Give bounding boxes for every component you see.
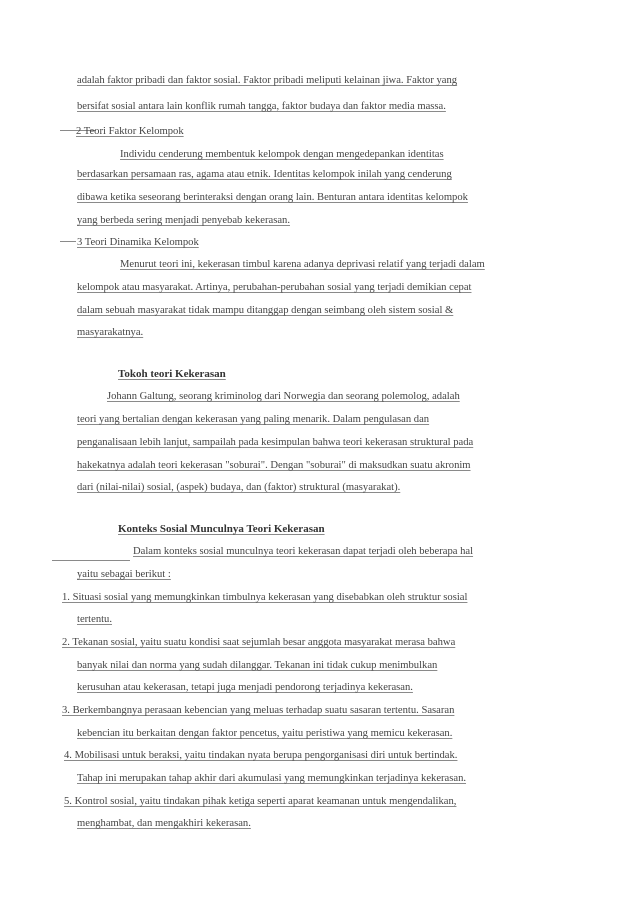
text-line: Menurut teori ini, kekerasan timbul karena adanya deprivasi relatif yang terjadi dalam <box>120 259 485 270</box>
text-line: tertentu. <box>77 614 113 625</box>
list-item-heading: 3 Teori Dinamika Kelompok <box>77 237 199 248</box>
leading-rule <box>60 241 76 242</box>
list-item: 3. Berkembangnya perasaan kebencian yang meluas terhadap suatu sasaran tertentu. Sasaran <box>62 705 455 716</box>
text-line: banyak nilai dan norma yang sudah dilanggar. Tekanan ini tidak cukup menimbulkan <box>77 660 438 671</box>
text-line: Johann Galtung, seorang kriminolog dari Norwegia dan seorang polemolog, adalah <box>107 391 460 402</box>
text-line: penganalisaan lebih lanjut, sampailah pada kesimpulan bahwa teori kekerasan struktural pada <box>77 437 474 448</box>
text-line: kelompok atau masyarakat. Artinya, perubahan-perubahan sosial yang terjadi demikian cepat <box>77 282 472 293</box>
text-line: menghambat, dan mengakhiri kekerasan. <box>77 818 251 829</box>
text-line: dalam sebuah masyarakat tidak mampu ditanggap dengan seimbang oleh sistem sosial & <box>77 305 454 316</box>
list-item-heading: 2 Teori Faktor Kelompok <box>76 126 184 137</box>
text-line: berdasarkan persamaan ras, agama atau etnik. Identitas kelompok inilah yang cenderung <box>77 169 452 180</box>
list-item: 5. Kontrol sosial, yaitu tindakan pihak ketiga seperti aparat keamanan untuk mengendalikan, <box>64 796 457 807</box>
text-line: adalah faktor pribadi dan faktor sosial. Faktor pribadi meliputi kelainan jiwa. Faktor yang <box>77 75 458 86</box>
section-heading: Konteks Sosial Munculnya Teori Kekerasan <box>118 523 325 535</box>
list-item: 1. Situasi sosial yang memungkinkan timbulnya kekerasan yang disebabkan oleh struktur sosial <box>62 592 468 603</box>
text-line: bersifat sosial antara lain konflik rumah tangga, faktor budaya dan faktor media massa. <box>77 101 446 112</box>
leading-rule <box>52 560 130 561</box>
text-line: hakekatnya adalah teori kekerasan "soburai". Dengan "soburai" di maksudkan suatu akronim <box>77 460 471 471</box>
text-line: dibawa ketika seseorang berinteraksi dengan orang lain. Benturan antara identitas kelompok <box>77 192 468 203</box>
section-heading: Tokoh teori Kekerasan <box>118 368 226 380</box>
list-item: 2. Tekanan sosial, yaitu suatu kondisi saat sejumlah besar anggota masyarakat merasa bahwa <box>62 637 456 648</box>
text-line: yaitu sebagai berikut : <box>77 569 171 580</box>
text-line: Tahap ini merupakan tahap akhir dari akumulasi yang memungkinkan terjadinya kekerasan. <box>77 773 467 784</box>
text-line: Individu cenderung membentuk kelompok dengan mengedepankan identitas <box>120 149 444 160</box>
list-item: 4. Mobilisasi untuk beraksi, yaitu tindakan nyata berupa pengorganisasi diri untuk bertindak. <box>64 750 458 761</box>
text-line: yang berbeda sering menjadi penyebab kekerasan. <box>77 215 290 226</box>
text-line: kebencian itu berkaitan dengan faktor pencetus, yaitu peristiwa yang memicu kekerasan. <box>77 728 453 739</box>
text-line: dari (nilai-nilai) sosial, (aspek) budaya, dan (faktor) struktural (masyarakat). <box>77 482 401 493</box>
text-line: Dalam konteks sosial munculnya teori kekerasan dapat terjadi oleh beberapa hal <box>133 546 474 557</box>
text-line: teori yang bertalian dengan kekerasan yang paling menarik. Dalam pengulasan dan <box>77 414 430 425</box>
text-line: masyarakatnya. <box>77 327 144 338</box>
text-line: kerusuhan atau kekerasan, tetapi juga menjadi pendorong terjadinya kekerasan. <box>77 682 413 693</box>
